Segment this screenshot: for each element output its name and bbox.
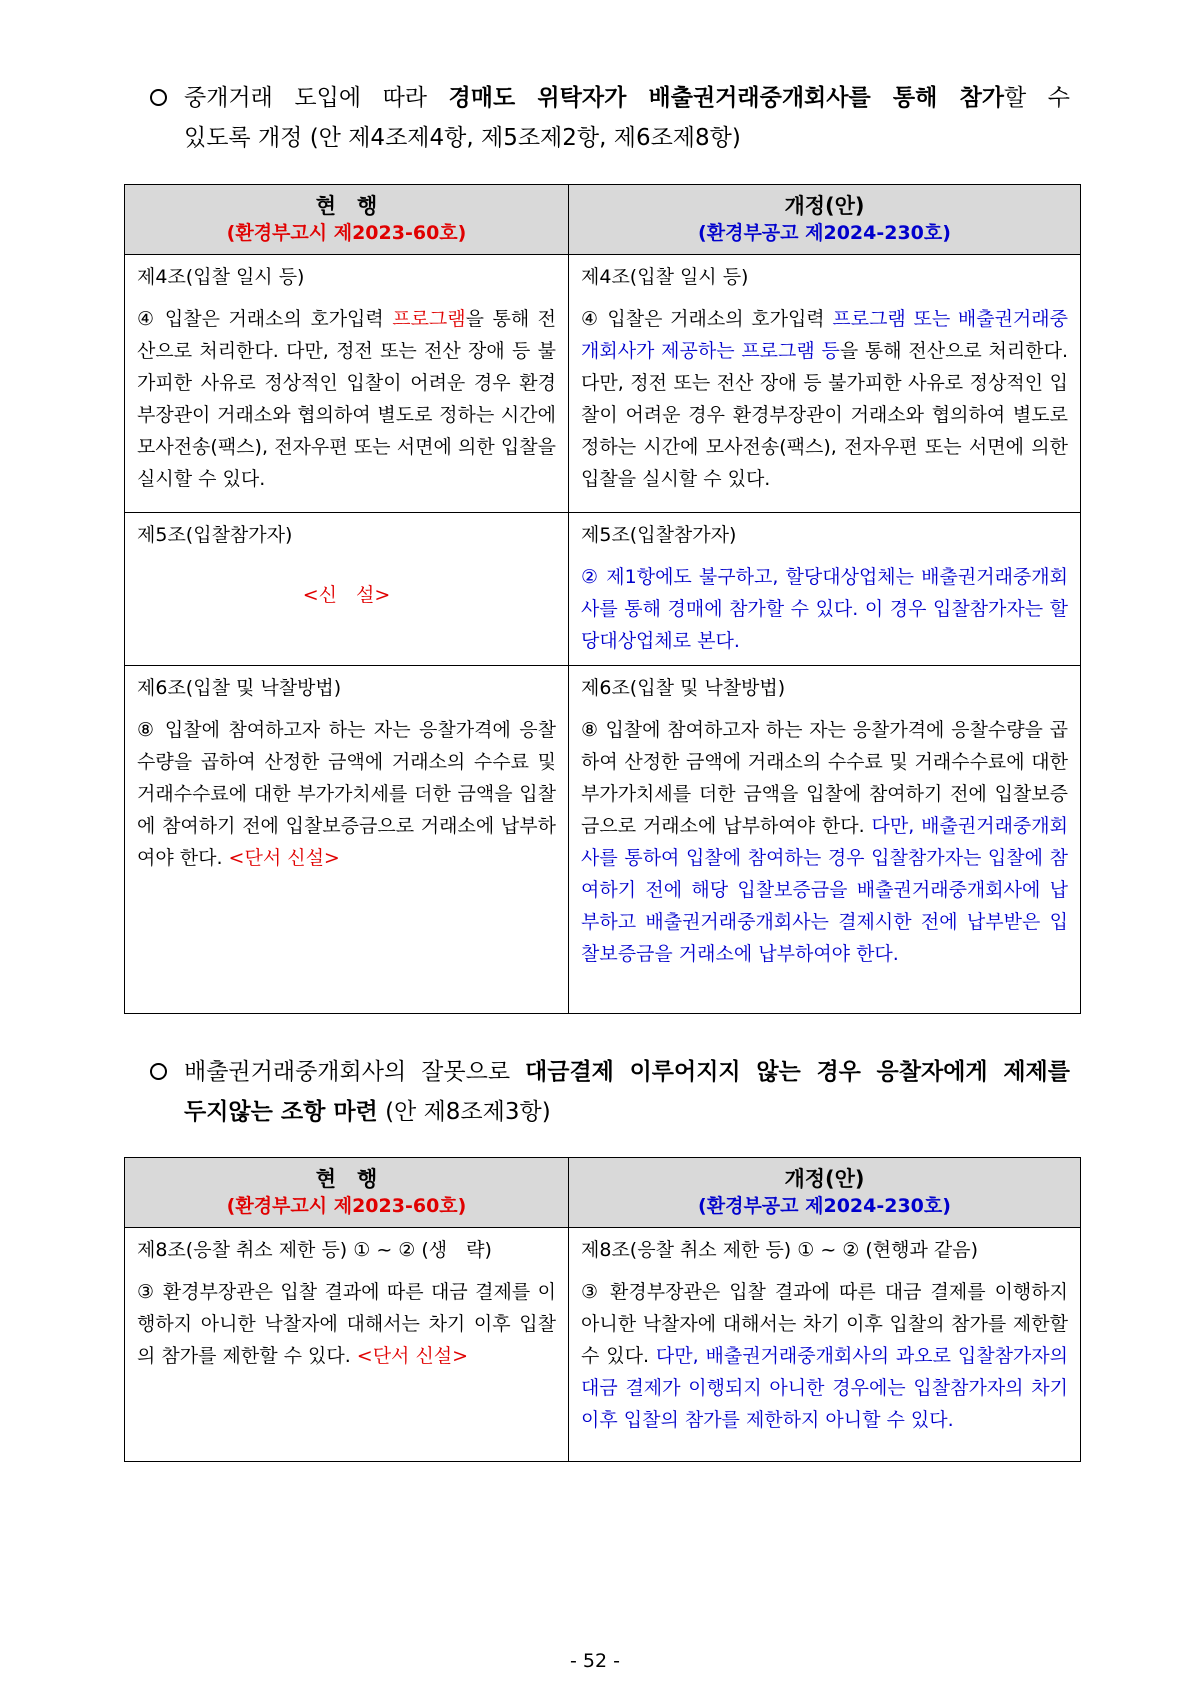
clause-segment: ⑧ 입찰에 참여하고자 하는 자는 응찰가격에 응찰수량을 곱하여 산정한 금액에 거래소의 수수료 및 거래수수료에 대한 부가가치세를 더한 금액을 입찰에 참여하기 전에 입찰보증금으로 거래소에 납부하여야 한다. [581,719,1068,837]
proposed-cell [569,255,1081,513]
proposed-column-header [569,1158,1081,1228]
clause-text: ② 제1항에도 불구하고, 할당대상업체는 배출권거래중개회사를 통해 경매에 참가할 수 있다. 이 경우 입찰참가자는 할당대상업체로 본다. [581,566,1068,652]
clause-segment: 을 통해 전산으로 처리한다. 다만, 정전 또는 전산 장애 등 불가피한 사유로 정상적인 입찰이 어려운 경우 환경부장관이 거래소와 협의하여 별도로 정하는 시간에 모사전송(팩스), 전자우편 또는 서면에 의한 입찰을 실시할 수 있다. [581,340,1068,490]
clause-text [137,1276,556,1372]
clause-text [137,303,556,495]
article-title: 제6조(입찰 및 낙찰방법) [581,677,786,699]
clause-segment: ⑧ 입찰에 참여하고자 하는 자는 응찰가격에 응찰수량을 곱하여 산정한 금액에 거래소의 수수료 및 거래수수료에 대한 부가가치세를 더한 금액을 입찰에 참여하기 전에 입찰보증금으로 거래소에 납부하여야 한다. [137,719,556,869]
proposed-header-subtitle: (환경부공고 제2024-230호) [698,221,951,244]
article-title: 제5조(입찰참가자) [137,524,293,546]
circle-bullet-icon [150,89,167,106]
proposed-cell [569,513,1081,666]
table-row [125,513,1081,666]
highlight-red: 프로그램 [392,308,466,330]
current-cell [125,255,569,513]
circle-bullet-icon [150,1063,167,1080]
proposed-cell [569,1228,1081,1462]
heading-text: 배출권거래중개회사의 잘못으로 [184,1059,526,1085]
heading-bold-text: 대금결제 이루어지지 않는 경우 응찰자에게 제제를 [525,1059,1070,1085]
article-title: 제4조(입찰 일시 등) [137,266,305,288]
clause-text [137,714,556,874]
current-cell [125,1228,569,1462]
article-title: 제5조(입찰참가자) [581,524,737,546]
proposed-header-subtitle: (환경부공고 제2024-230호) [698,1194,951,1217]
current-column-header [125,185,569,255]
clause-segment: ④ 입찰은 거래소의 호가입력 [581,308,833,330]
page-number: - 52 - [570,1650,620,1672]
current-column-header [125,1158,569,1228]
heading-bold-text: 경매도 위탁자가 배출권거래중개회사를 통해 참가 [448,85,1005,111]
clause-segment: ③ 환경부장관은 입찰 결과에 따른 대금 결제를 이행하지 아니한 낙찰자에 대해서는 차기 이후 입찰의 참가를 제한할 수 있다. [581,1281,1068,1367]
new-provision-label: <신 설> [302,584,391,606]
current-header-subtitle: (환경부고시 제2023-60호) [226,221,467,244]
table-row [125,666,1081,1014]
clause-segment: ③ 환경부장관은 입찰 결과에 따른 대금 결제를 이행하지 아니한 낙찰자에 대해서는 차기 이후 입찰의 참가를 제한할 수 있다. [137,1281,556,1367]
heading-text: 중개거래 도입에 따라 [184,85,449,111]
article-title: 제6조(입찰 및 낙찰방법) [137,677,342,699]
clause-segment: ④ 입찰은 거래소의 호가입력 [137,308,393,330]
section-heading-2-line2 [184,1092,1070,1132]
current-header-title: 현 행 [315,193,378,218]
proposed-header-title: 개정(안) [784,1166,865,1191]
current-header-subtitle: (환경부고시 제2023-60호) [226,1194,467,1217]
current-cell [125,666,569,1014]
table-row [125,1228,1081,1462]
proposed-header-title: 개정(안) [784,193,865,218]
clause-text [581,303,1068,495]
table-header-row [125,185,1081,255]
proposed-cell [569,666,1081,1014]
highlight-red: <단서 신설> [356,1345,469,1367]
table-row [125,255,1081,513]
article-title: 제8조(응찰 취소 제한 등) ① ~ ② (현행과 같음) [581,1239,978,1261]
heading-text: 할 수 [1004,85,1070,111]
article-title: 제4조(입찰 일시 등) [581,266,749,288]
heading-text: (안 제8조제3항) [377,1099,551,1125]
highlight-red: <단서 신설> [228,847,340,869]
section-heading-2 [150,1052,1070,1132]
comparison-table-1 [124,184,1081,1014]
current-cell [125,513,569,666]
clause-text [581,714,1068,970]
proposed-column-header [569,185,1081,255]
heading-bold-text: 두지않는 조항 마련 [184,1099,378,1125]
section-heading-2-line1 [184,1052,1070,1092]
section-heading-1 [150,78,1070,158]
clause-text [581,1276,1068,1436]
section-heading-1-line1 [184,78,1070,118]
article-title: 제8조(응찰 취소 제한 등) ① ~ ② (생 략) [137,1239,492,1261]
highlight-blue: 다만, 배출권거래중개회사의 과오로 입찰참가자의 대금 결제가 이행되지 아니한 경우에는 입찰참가자의 차기 이후 입찰의 참가를 제한하지 아니할 수 있다. [581,1345,1068,1431]
comparison-table-2 [124,1157,1081,1462]
highlight-blue: 프로그램 또는 배출권거래중개회사가 제공하는 프로그램 등 [581,308,1068,362]
table-header-row [125,1158,1081,1228]
section-heading-1-line2: 있도록 개정 (안 제4조제4항, 제5조제2항, 제6조제8항) [184,125,741,151]
clause-segment: 을 통해 전산으로 처리한다. 다만, 정전 또는 전산 장애 등 불가피한 사유로 정상적인 입찰이 어려운 경우 환경부장관이 거래소와 협의하여 별도로 정하는 시간에 모사전송(팩스), 전자우편 또는 서면에 의한 입찰을 실시할 수 있다. [137,308,556,490]
highlight-blue: 다만, 배출권거래중개회사를 통하여 입찰에 참여하는 경우 입찰참가자는 입찰에 참여하기 전에 해당 입찰보증금을 배출권거래중개회사에 납부하고 배출권거래중개회사는 결제시한 전에 납부받은 입찰보증금을 거래소에 납부하여야 한다. [581,815,1068,965]
current-header-title: 현 행 [315,1166,378,1191]
